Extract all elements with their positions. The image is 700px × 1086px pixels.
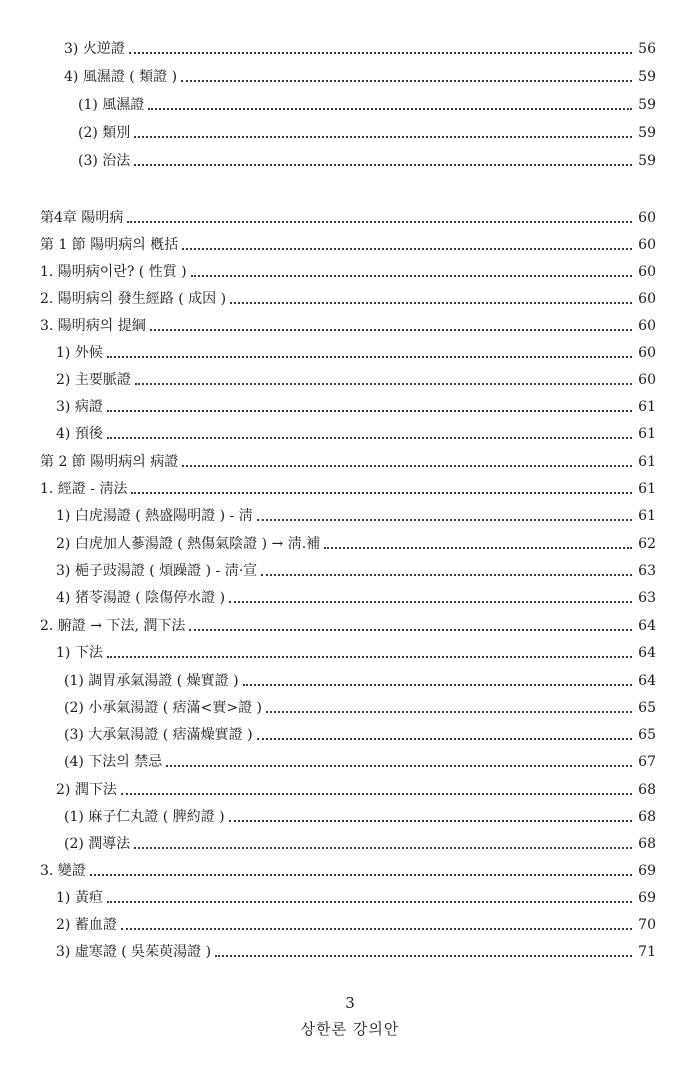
toc-entry-page: 59 — [638, 125, 656, 141]
dot-leader — [127, 221, 632, 223]
toc-entry-label: 2) 白虎加人蔘湯證 ( 熱傷氣陰證 ) → 淸.補 — [56, 536, 321, 552]
toc-entry-label: 第4章 陽明病 — [40, 210, 124, 226]
toc-entry-label: 4) 預後 — [56, 426, 103, 442]
toc-entry-label: 3. 陽明病의 提綱 — [40, 318, 146, 334]
toc-entry — [0, 722, 700, 744]
toc-entry — [0, 777, 700, 799]
toc-entry-label: 2. 陽明病의 發生經路 ( 成因 ) — [40, 291, 227, 307]
dot-leader — [257, 519, 632, 521]
dot-leader — [121, 793, 632, 795]
dot-leader — [107, 356, 632, 358]
toc-entry-page: 60 — [638, 264, 656, 280]
toc-entry — [0, 939, 700, 961]
dot-leader — [215, 955, 632, 957]
toc-entry-page: 67 — [638, 754, 656, 770]
toc-entry — [0, 476, 700, 498]
toc-entry-label: (2) 類別 — [78, 125, 131, 141]
toc-entry-label: (1) 調胃承氣湯證 ( 燥實證 ) — [64, 673, 239, 689]
dot-leader — [148, 108, 632, 110]
dot-leader — [257, 738, 632, 740]
toc-entry — [0, 286, 700, 308]
toc-entry-label: 3. 變證 — [40, 863, 86, 879]
dot-leader — [182, 465, 632, 467]
toc-entry-page: 61 — [638, 481, 656, 497]
dot-leader — [134, 136, 632, 138]
toc-entry-label: 4) 風濕證 ( 類證 ) — [64, 69, 178, 85]
dot-leader — [134, 164, 632, 166]
toc-entry-page: 60 — [638, 372, 656, 388]
dot-leader — [121, 928, 632, 930]
toc-entry — [0, 232, 700, 254]
toc-entry-label: 1) 黃疸 — [56, 890, 103, 906]
dot-leader — [135, 383, 632, 385]
toc-entry-page: 71 — [638, 944, 656, 960]
toc-entry — [0, 449, 700, 471]
toc-entry-label: 第 1 節 陽明病의 槪括 — [40, 237, 179, 253]
toc-entry — [0, 313, 700, 335]
toc-entry — [0, 259, 700, 281]
toc-entry-label: 1. 經證 - 淸法 — [40, 481, 128, 497]
toc-entry — [0, 668, 700, 690]
toc-entry — [0, 695, 700, 717]
toc-entry-label: 2) 潤下法 — [56, 782, 117, 798]
toc-entry — [0, 367, 700, 389]
dot-leader — [131, 492, 632, 494]
dot-leader — [107, 656, 632, 658]
toc-entry — [0, 831, 700, 853]
toc-entry-page: 59 — [638, 153, 656, 169]
toc-entry — [0, 531, 700, 553]
toc-entry-label: 1) 下法 — [56, 645, 103, 661]
toc-entry-label: 第 2 節 陽明病의 病證 — [40, 454, 179, 470]
toc-entry — [0, 148, 700, 170]
toc-entry — [0, 92, 700, 114]
toc-entry-page: 60 — [638, 210, 656, 226]
toc-entry-page: 61 — [638, 399, 656, 415]
dot-leader — [182, 248, 632, 250]
toc-entry — [0, 421, 700, 443]
dot-leader — [107, 410, 632, 412]
toc-entry-label: (3) 治法 — [78, 153, 131, 169]
toc-entry-label: 2) 蓄血證 — [56, 917, 117, 933]
toc-entry-page: 61 — [638, 508, 656, 524]
toc-entry-label: 3) 虛寒證 ( 吳茱萸湯證 ) — [56, 944, 212, 960]
toc-entry-page: 62 — [638, 536, 656, 552]
toc-entry — [0, 36, 700, 58]
toc-entry — [0, 749, 700, 771]
dot-leader — [324, 547, 632, 549]
toc-entry-page: 65 — [638, 700, 656, 716]
toc-entry — [0, 503, 700, 525]
toc-entry-label: 3) 梔子豉湯證 ( 煩躁證 ) - 淸·宣 — [56, 563, 258, 579]
toc-entry-page: 70 — [638, 917, 656, 933]
book-title: 상한론 강의안 — [300, 1020, 400, 1038]
toc-entry-page: 64 — [638, 618, 656, 634]
toc-entry-label: 1) 白虎湯證 ( 熱盛陽明證 ) - 淸 — [56, 508, 253, 524]
dot-leader — [229, 820, 632, 822]
dot-leader — [243, 684, 632, 686]
toc-entry-label: (1) 麻子仁丸證 ( 脾約證 ) — [64, 809, 225, 825]
toc-entry-page: 60 — [638, 345, 656, 361]
toc-entry-label: 2) 主要脈證 — [56, 372, 131, 388]
toc-entry-page: 69 — [638, 890, 656, 906]
page-number: 3 — [345, 994, 355, 1012]
toc-entry-page: 68 — [638, 836, 656, 852]
toc-entry-label: 3) 病證 — [56, 399, 103, 415]
toc-entry — [0, 558, 700, 580]
dot-leader — [107, 437, 632, 439]
toc-entry-label: (4) 下法의 禁忌 — [64, 754, 163, 770]
toc-entry — [0, 340, 700, 362]
toc-entry — [0, 858, 700, 880]
toc-entry — [0, 64, 700, 86]
toc-entry-page: 61 — [638, 454, 656, 470]
toc-entry — [0, 640, 700, 662]
toc-entry-label: 1. 陽明病이란? ( 性質 ) — [40, 264, 187, 280]
dot-leader — [181, 80, 632, 82]
toc-entry-label: (2) 小承氣湯證 ( 痞滿<實>證 ) — [64, 700, 263, 716]
dot-leader — [189, 629, 632, 631]
toc-entry-page: 61 — [638, 426, 656, 442]
dot-leader — [261, 574, 632, 576]
toc-entry-label: 1) 外候 — [56, 345, 103, 361]
toc-entry — [0, 613, 700, 635]
toc-entry-label: (1) 風濕證 — [78, 97, 145, 113]
toc-entry-page: 60 — [638, 237, 656, 253]
dot-leader — [229, 601, 632, 603]
toc-entry-label: 2. 腑證 → 下法, 潤下法 — [40, 618, 186, 634]
toc-entry-page: 65 — [638, 727, 656, 743]
toc-entry-page: 59 — [638, 97, 656, 113]
toc-entry — [0, 912, 700, 934]
toc-entry — [0, 585, 700, 607]
toc-entry-page: 64 — [638, 645, 656, 661]
toc-entry-page: 64 — [638, 673, 656, 689]
toc-entry-page: 63 — [638, 563, 656, 579]
toc-entry-label: (2) 潤導法 — [64, 836, 131, 852]
toc-entry-label: 3) 火逆證 — [64, 41, 125, 57]
toc-entry-page: 69 — [638, 863, 656, 879]
toc-entry-label: 4) 猪苓湯證 ( 陰傷停水證 ) — [56, 590, 226, 606]
dot-leader — [150, 329, 632, 331]
dot-leader — [266, 711, 632, 713]
dot-leader — [230, 302, 632, 304]
toc-entry — [0, 120, 700, 142]
dot-leader — [134, 847, 632, 849]
toc-entry — [0, 205, 700, 227]
toc-entry-page: 68 — [638, 782, 656, 798]
dot-leader — [107, 901, 632, 903]
toc-entry-label: (3) 大承氣湯證 ( 痞滿燥實證 ) — [64, 727, 253, 743]
dot-leader — [166, 765, 632, 767]
toc-entry-page: 60 — [638, 291, 656, 307]
toc-entry-page: 68 — [638, 809, 656, 825]
toc-entry-page: 63 — [638, 590, 656, 606]
toc-entry-page: 56 — [638, 41, 656, 57]
toc-entry — [0, 885, 700, 907]
dot-leader — [90, 874, 632, 876]
toc-entry — [0, 394, 700, 416]
toc-entry-page: 59 — [638, 69, 656, 85]
dot-leader — [129, 52, 632, 54]
dot-leader — [191, 275, 632, 277]
toc-entry — [0, 804, 700, 826]
toc-entry-page: 60 — [638, 318, 656, 334]
